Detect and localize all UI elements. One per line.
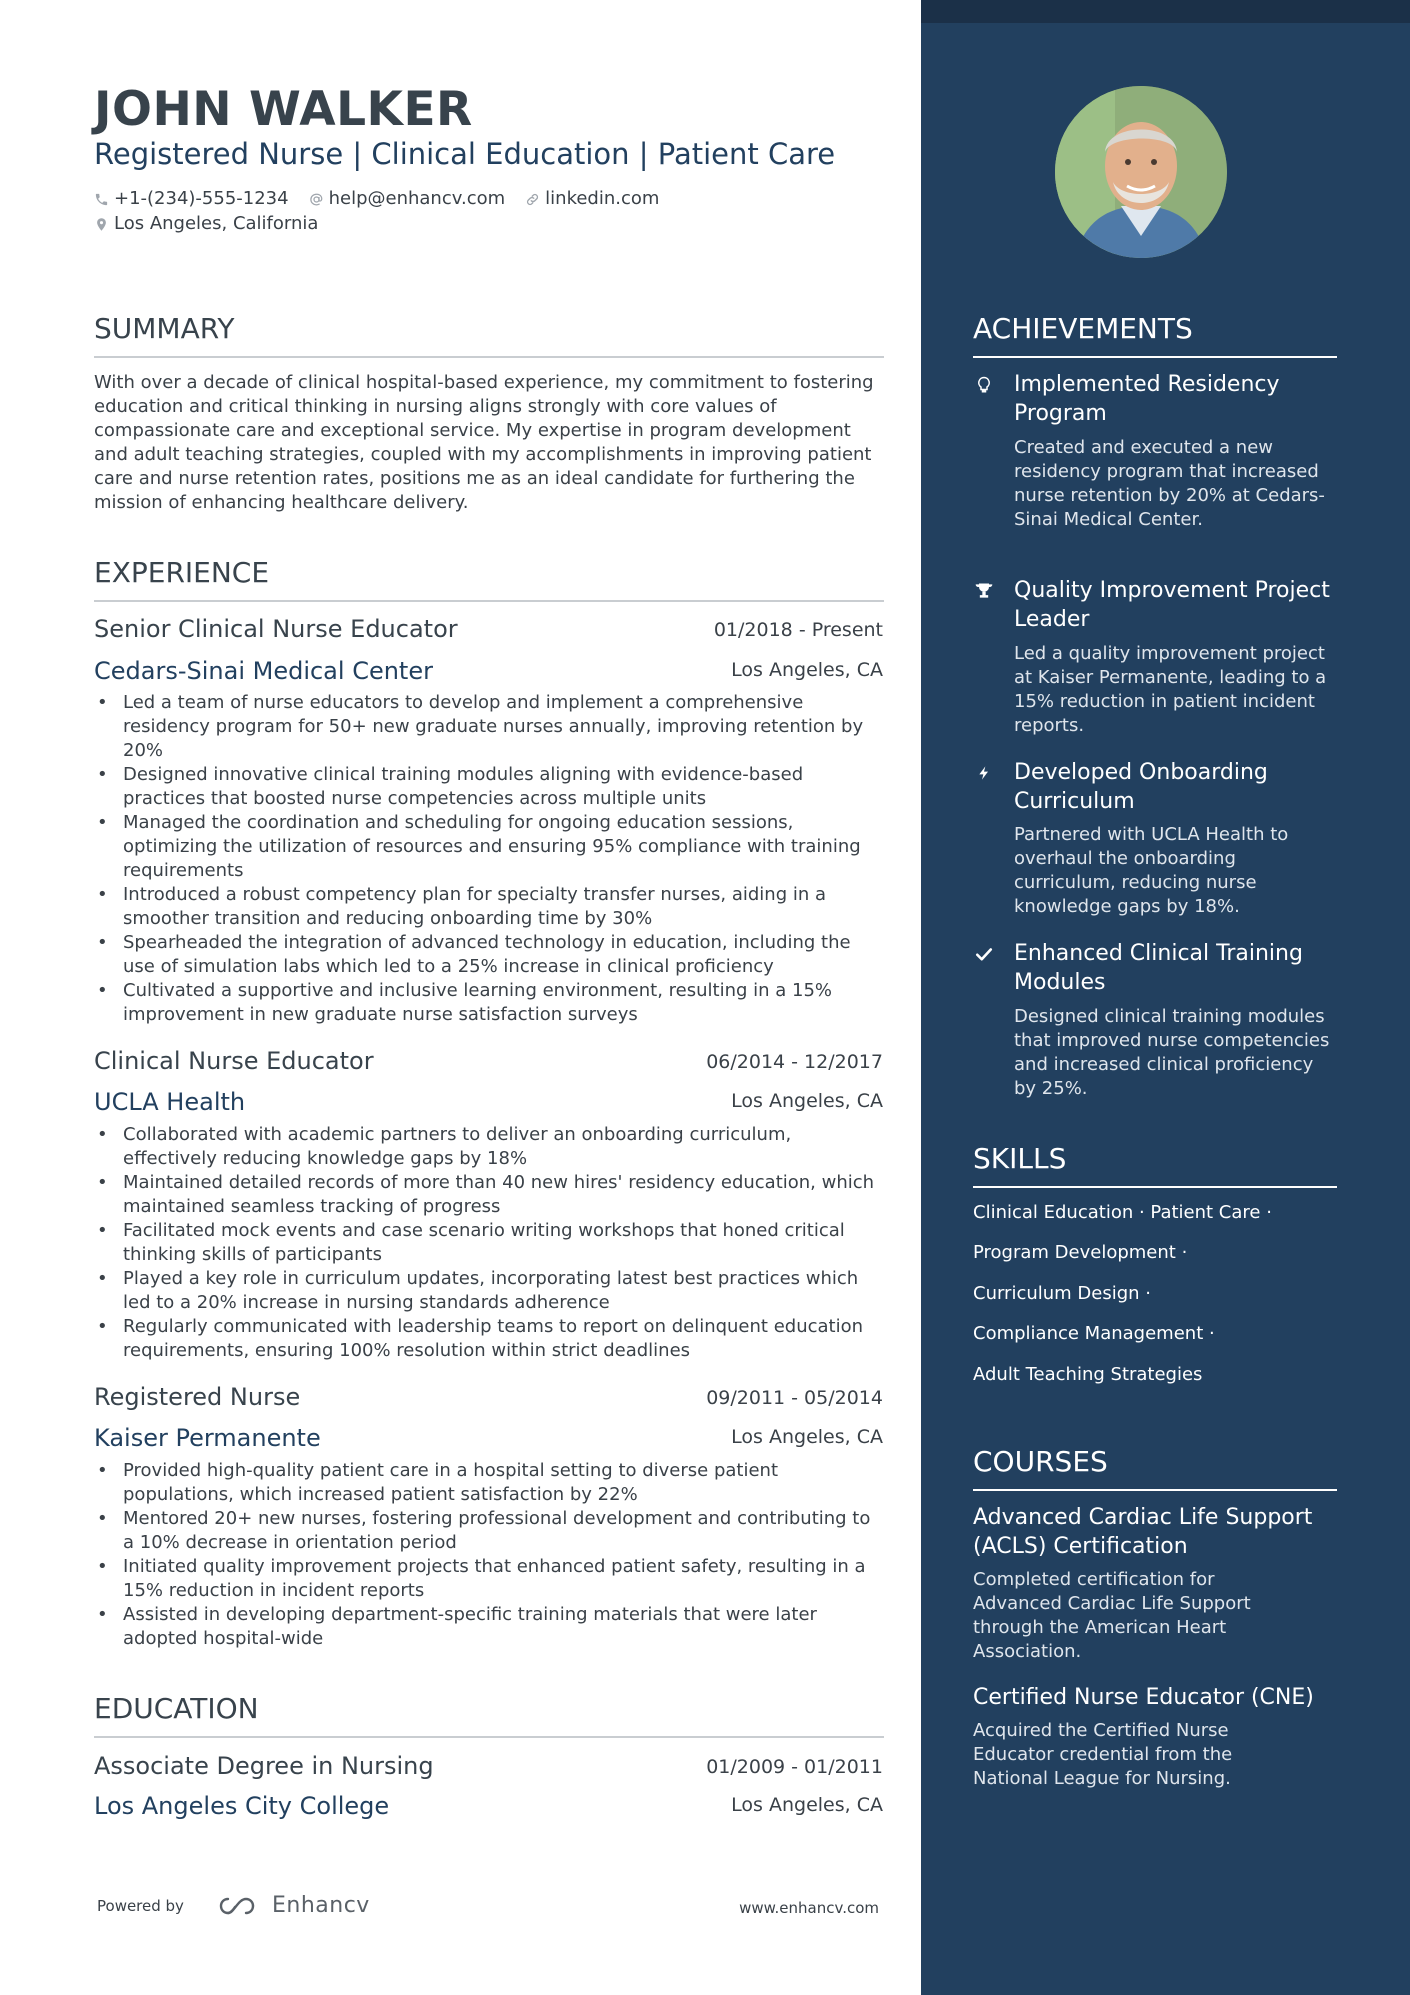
skills-heading: SKILLS: [973, 1142, 1337, 1188]
company-name: Kaiser Permanente: [94, 1424, 321, 1452]
job-title: Clinical Nurse Educator: [94, 1047, 374, 1075]
bullet-item: • Designed innovative clinical training modules aligning with evidence-based practices that boosted nurse competencies across multiple units: [94, 763, 884, 811]
job-dates: 06/2014 - 12/2017: [706, 1051, 883, 1073]
infinity-logo-icon: [216, 1894, 264, 1918]
achievement-title: Developed Onboarding Curriculum: [1014, 760, 1268, 814]
location: [94, 212, 318, 236]
phone-text: +1-(234)-555-1234: [114, 188, 289, 209]
achievement-description: Designed clinical training modules that improved nurse competencies and increased clinical proficiency by 25%.: [1014, 1006, 1330, 1099]
company-name: UCLA Health: [94, 1088, 246, 1116]
bullet-item: • Mentored 20+ new nurses, fostering professional development and contributing to a 10% decrease in orientation period: [94, 1507, 884, 1555]
job-location: Los Angeles, CA: [731, 1426, 883, 1448]
course-title: Advanced Cardiac Life Support (ACLS) Certification: [973, 1505, 1313, 1559]
education-heading: EDUCATION: [94, 1692, 884, 1738]
brand-name: Enhancv: [272, 1893, 370, 1918]
degree: Associate Degree in Nursing: [94, 1752, 434, 1780]
bullet-item: • Assisted in developing department-specific training materials that were later adopted hospital-wide: [94, 1603, 884, 1651]
location-text: Los Angeles, California: [114, 213, 319, 234]
summary-text: With over a decade of clinical hospital-based experience, my commitment to fostering education and critical thinking in nursing aligns strongly with core values of compassionate care and exceptional service. My expertise in program development and adult teaching strategies, coupled with my accomplishments in improving patient care and nurse retention rates, positions me as an ideal candidate for furthering the mission of enhancing healthcare delivery.: [94, 372, 874, 513]
sidebar: [921, 0, 1410, 1995]
job-title: Registered Nurse: [94, 1383, 301, 1411]
experience-heading: EXPERIENCE: [94, 556, 884, 602]
email[interactable]: [309, 187, 506, 211]
skill-line: Compliance Management ·: [973, 1323, 1215, 1344]
job-title: Senior Clinical Nurse Educator: [94, 615, 458, 643]
job-bullets: [94, 691, 884, 1027]
school-name: Los Angeles City College: [94, 1792, 390, 1820]
job-dates: 09/2011 - 05/2014: [706, 1387, 883, 1409]
bullet-item: • Introduced a robust competency plan for specialty transfer nurses, aiding in a smoother transition and reducing onboarding time by 30%: [94, 883, 884, 931]
lightbulb-icon: [973, 374, 995, 396]
skill-line: Clinical Education · Patient Care ·: [973, 1202, 1272, 1223]
checkmark-icon: [973, 943, 995, 965]
achievement-title: Enhanced Clinical Training Modules: [1014, 941, 1303, 995]
linkedin-link[interactable]: [525, 187, 659, 211]
footer-url[interactable]: www.enhancv.com: [739, 1899, 879, 1917]
linkedin-text: linkedin.com: [545, 188, 660, 209]
bullet-item: • Managed the coordination and scheduling for ongoing education sessions, optimizing the utilization of resources and ensuring 95% compliance with training requirements: [94, 811, 884, 883]
contact-row: [94, 187, 679, 211]
skill-line: Program Development ·: [973, 1242, 1188, 1263]
bullet-item: • Regularly communicated with leadership teams to report on delinquent education requirements, ensuring 100% resolution within strict deadlines: [94, 1315, 884, 1363]
bullet-item: • Initiated quality improvement projects that enhanced patient safety, resulting in a 15% reduction in incident reports: [94, 1555, 884, 1603]
bullet-item: • Facilitated mock events and case scenario writing workshops that honed critical thinking skills of participants: [94, 1219, 884, 1267]
courses-heading: COURSES: [973, 1445, 1337, 1491]
at-icon: [309, 192, 324, 207]
bullet-item: • Maintained detailed records of more than 40 new hires' residency education, which maintained seamless tracking of progress: [94, 1171, 884, 1219]
bullet-item: • Led a team of nurse educators to develop and implement a comprehensive residency program for 50+ new graduate nurses annually, improving retention by 20%: [94, 691, 884, 763]
course-title: Certified Nurse Educator (CNE): [973, 1685, 1314, 1710]
trophy-icon: [973, 580, 995, 602]
achievement-title: Quality Improvement Project Leader: [1014, 578, 1330, 632]
location-row: [94, 212, 338, 236]
achievement-title: Implemented Residency Program: [1014, 372, 1280, 426]
skill-line: Curriculum Design ·: [973, 1283, 1152, 1304]
bullet-item: • Spearheaded the integration of advanced technology in education, including the use of simulation labs which led to a 25% increase in clinical proficiency: [94, 931, 884, 979]
powered-by: Powered by: [97, 1897, 184, 1915]
job-bullets: [94, 1123, 884, 1363]
education-dates: 01/2009 - 01/2011: [706, 1756, 883, 1778]
avatar-illustration: [1055, 86, 1227, 258]
profile-photo: [1055, 86, 1227, 258]
phone-icon: [94, 192, 109, 207]
summary-heading: SUMMARY: [94, 312, 884, 358]
bullet-item: • Collaborated with academic partners to deliver an onboarding curriculum, effectively reducing knowledge gaps by 18%: [94, 1123, 884, 1171]
headline: Registered Nurse | Clinical Education | Patient Care: [94, 137, 836, 171]
achievement-description: Led a quality improvement project at Kaiser Permanente, leading to a 15% reduction in patient incident reports.: [1014, 643, 1327, 736]
job-dates: 01/2018 - Present: [713, 619, 883, 641]
job-bullets: [94, 1459, 884, 1651]
job-location: Los Angeles, CA: [731, 659, 883, 681]
candidate-name: JOHN WALKER: [94, 82, 473, 137]
map-pin-icon: [94, 217, 109, 232]
course-description: Completed certification for Advanced Cardiac Life Support through the American Heart Association.: [973, 1569, 1251, 1662]
achievement-description: Partnered with UCLA Health to overhaul the onboarding curriculum, reducing nurse knowledge gaps by 18%.: [1014, 824, 1289, 917]
course-description: Acquired the Certified Nurse Educator credential from the National League for Nursing.: [973, 1720, 1233, 1789]
bullet-item: • Played a key role in curriculum updates, incorporating latest best practices which led to a 20% increase in nursing standards adherence: [94, 1267, 884, 1315]
skill-line: Adult Teaching Strategies: [973, 1364, 1203, 1385]
link-icon: [525, 192, 540, 207]
lightning-icon: [973, 762, 995, 784]
achievement-description: Created and executed a new residency program that increased nurse retention by 20% at Cedars-Sinai Medical Center.: [1014, 437, 1325, 530]
achievements-heading: ACHIEVEMENTS: [973, 312, 1337, 358]
phone[interactable]: [94, 187, 289, 211]
company-name: Cedars-Sinai Medical Center: [94, 657, 433, 685]
email-text: help@enhancv.com: [328, 188, 506, 209]
bullet-item: • Provided high-quality patient care in a hospital setting to diverse patient populations, which increased patient satisfaction by 22%: [94, 1459, 884, 1507]
job-location: Los Angeles, CA: [731, 1090, 883, 1112]
bullet-item: • Cultivated a supportive and inclusive learning environment, resulting in a 15% improvement in new graduate nurse satisfaction surveys: [94, 979, 884, 1027]
enhancv-logo[interactable]: [216, 1893, 370, 1918]
sidebar-top-band: [921, 0, 1410, 23]
school-location: Los Angeles, CA: [731, 1794, 883, 1816]
